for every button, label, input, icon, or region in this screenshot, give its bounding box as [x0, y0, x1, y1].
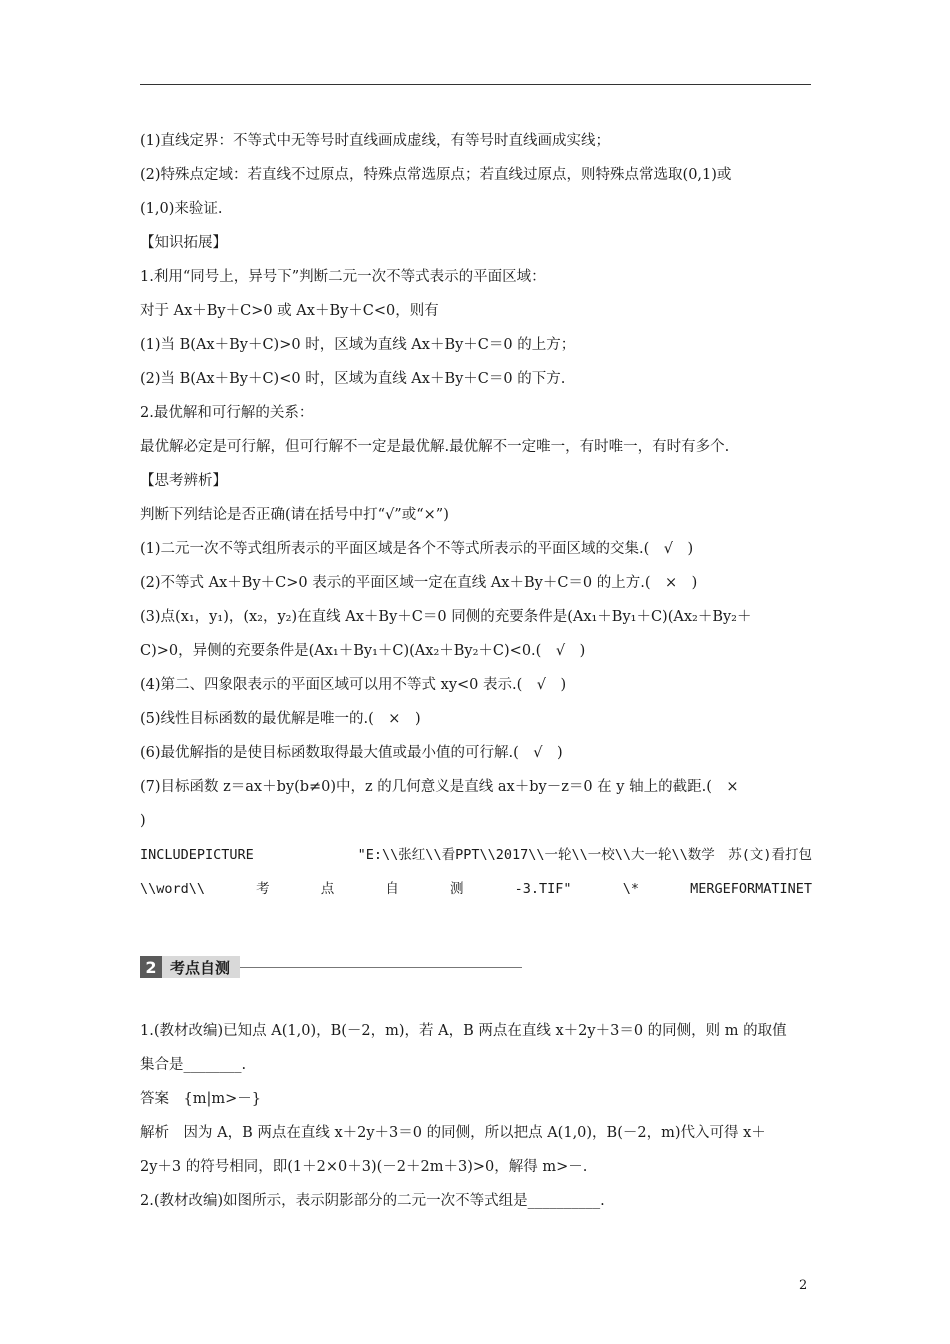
text-line: (2)特殊点定域：若直线不过原点，特殊点常选原点；若直线过原点，则特殊点常选取(0,1)或	[140, 167, 732, 183]
include-field-line-1	[140, 838, 812, 872]
text-line: 1.利用“同号上，异号下”判断二元一次不等式表示的平面区域：	[140, 269, 546, 285]
judgement-item: (1)二元一次不等式组所表示的平面区域是各个不等式所表示的平面区域的交集.( √ )	[140, 541, 694, 557]
text-block-1	[140, 124, 812, 906]
judgement-item: )	[140, 813, 146, 829]
text-line: 判断下列结论是否正确(请在括号中打“√”或“×”)	[140, 507, 449, 523]
text-block-2	[140, 1014, 812, 1218]
include-field-line-2	[140, 872, 812, 906]
text-line: (1)当 B(Ax＋By＋C)>0 时，区域为直线 Ax＋By＋C＝0 的上方；	[140, 337, 576, 353]
field-part: MERGEFORMATINET	[690, 881, 812, 897]
text-line: 最优解必定是可行解，但可行解不一定是最优解.最优解不一定唯一，有时唯一，有时有多个.	[140, 439, 730, 455]
field-part: 测	[450, 881, 464, 897]
header-rule	[140, 84, 811, 85]
field-code: INCLUDEPICTURE	[140, 847, 254, 863]
judgement-item: (2)不等式 Ax＋By＋C>0 表示的平面区域一定在直线 Ax＋By＋C＝0 的上方.( × )	[140, 575, 698, 591]
field-part: -3.TIF"	[514, 881, 572, 897]
analysis-line: 解析 因为 A，B 两点在直线 x＋2y＋3＝0 的同侧，所以把点 A(1,0)，B(－2，m)代入可得 x＋	[140, 1125, 766, 1141]
section-rule	[240, 967, 522, 968]
section-title-box	[162, 956, 240, 978]
analysis-line: 2y＋3 的符号相同，即(1＋2×0＋3)(－2＋2m＋3)>0，解得 m>－.	[140, 1159, 588, 1175]
text-line: (2)当 B(Ax＋By＋C)<0 时，区域为直线 Ax＋By＋C＝0 的下方.	[140, 371, 566, 387]
judgement-item: (3)点(x₁，y₁)，(x₂，y₂)在直线 Ax＋By＋C＝0 同侧的充要条件是(Ax₁＋By₁＋C)(Ax₂＋By₂＋	[140, 609, 752, 625]
text-line: 2.最优解和可行解的关系：	[140, 405, 314, 421]
section-number: 2	[140, 956, 162, 978]
section-heading-knowledge: 【知识拓展】	[140, 235, 227, 251]
field-part: 考	[256, 881, 270, 897]
question-line: 集合是________.	[140, 1057, 247, 1073]
question-line: 1.(教材改编)已知点 A(1,0)，B(－2，m)，若 A，B 两点在直线 x＋2y＋3＝0 的同侧，则 m 的取值	[140, 1023, 787, 1039]
judgement-item: C)>0，异侧的充要条件是(Ax₁＋By₁＋C)(Ax₂＋By₂＋C)<0.( √ )	[140, 643, 586, 659]
field-part: \\word\\	[140, 881, 206, 897]
field-part: \*	[622, 881, 639, 897]
field-part: 点	[320, 881, 335, 897]
text-line: (1,0)来验证.	[140, 201, 223, 217]
answer-line: 答案 {m|m>－}	[140, 1091, 261, 1107]
judgement-item: (4)第二、四象限表示的平面区域可以用不等式 xy<0 表示.( √ )	[140, 677, 567, 693]
section-title: 考点自测	[170, 958, 231, 977]
question-line: 2.(教材改编)如图所示，表示阴影部分的二元一次不等式组是__________.	[140, 1193, 605, 1209]
field-path: "E:\\张红\\看PPT\\2017\\一轮\\一校\\大一轮\\数学 苏(文)看打包	[357, 847, 812, 863]
field-part: 自	[385, 881, 399, 897]
judgement-item: (6)最优解指的是使目标函数取得最大值或最小值的可行解.( √ )	[140, 745, 563, 761]
section-heading-thinking: 【思考辨析】	[140, 473, 227, 489]
judgement-item: (5)线性目标函数的最优解是唯一的.( × )	[140, 711, 421, 727]
page-number: 2	[799, 1278, 808, 1293]
section-header	[140, 955, 522, 979]
text-line: (1)直线定界：不等式中无等号时直线画成虚线，有等号时直线画成实线；	[140, 133, 611, 149]
text-line: 对于 Ax＋By＋C>0 或 Ax＋By＋C<0，则有	[140, 303, 439, 319]
judgement-item: (7)目标函数 z＝ax＋by(b≠0)中，z 的几何意义是直线 ax＋by－z＝0 在 y 轴上的截距.( ×	[140, 779, 739, 795]
